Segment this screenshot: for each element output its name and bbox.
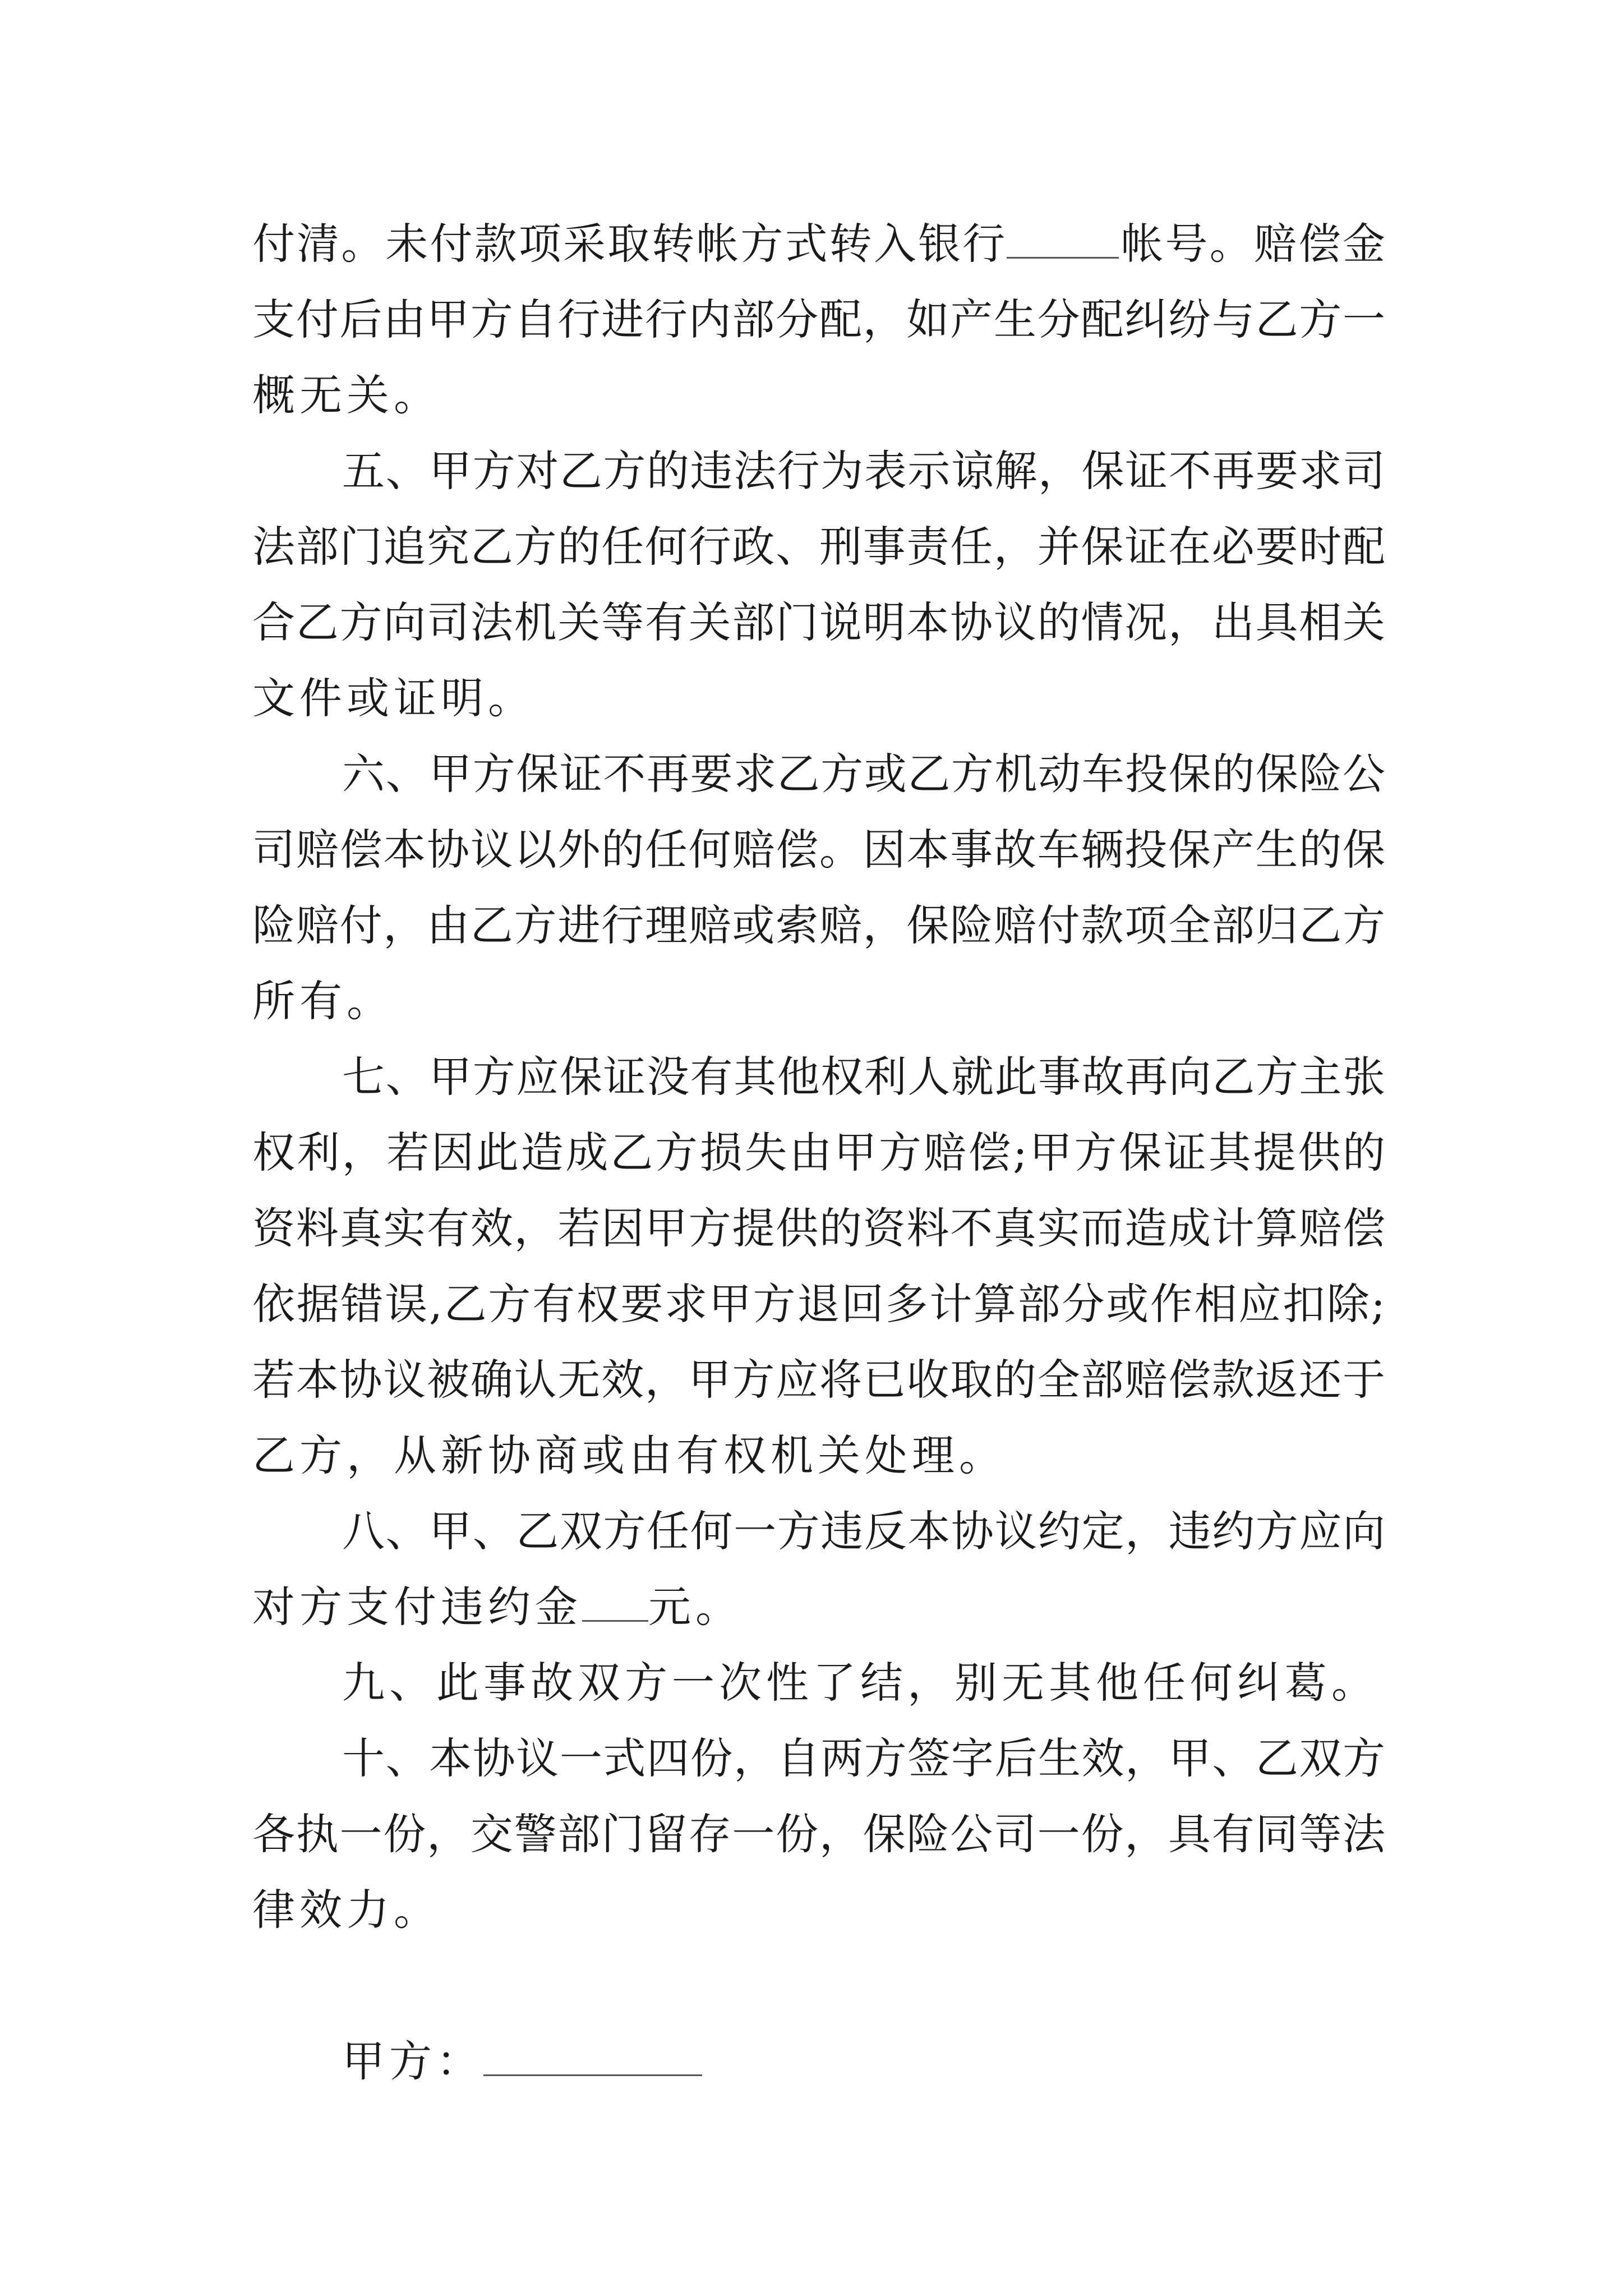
- clause-7-line-5: 若本协议被确认无效，甲方应将已收取的全部赔偿款返还于: [252, 1355, 1385, 1405]
- clause-10-line-3: 律效力。: [252, 1885, 441, 1935]
- clause-6-line-4: 所有。: [252, 976, 394, 1026]
- clause-4-line-1: [252, 216, 1385, 272]
- clause-5-line-2: 法部门追究乙方的任何行政、刑事责任，并保证在必要时配: [252, 522, 1385, 572]
- clause-4-line-3: 概无关。: [252, 370, 441, 420]
- party-a-signature-line: [342, 2033, 702, 2090]
- clause-7-line-2: 权利，若因此造成乙方损失由甲方赔偿;甲方保证其提供的: [252, 1128, 1385, 1177]
- clause-4-line-2: 支付后由甲方自行进行内部分配，如产生分配纠纷与乙方一: [252, 295, 1385, 344]
- clause-6-line-1: 六、甲方保证不再要求乙方或乙方机动车投保的保险公: [342, 749, 1385, 799]
- clause-8-text-before-blank: 对方支付违约金: [252, 1582, 582, 1632]
- party-a-signature-blank: [483, 2035, 702, 2076]
- clause-10-line-1: 十、本协议一式四份，自两方签字后生效，甲、乙双方: [342, 1733, 1385, 1783]
- clause-10-line-2: 各执一份，交警部门留存一份，保险公司一份，具有同等法: [252, 1809, 1385, 1859]
- clause-7-line-6: 乙方，从新协商或由有权机关处理。: [252, 1430, 1006, 1480]
- clause-4-text-after-blank: 帐号。赔偿金: [1119, 219, 1386, 269]
- party-a-label: 甲方：: [342, 2036, 483, 2086]
- penalty-amount-blank: [582, 1581, 648, 1622]
- clause-4-text-before-blank: 付清。未付款项采取转帐方式转入银行: [252, 219, 1007, 269]
- clause-5-line-1: 五、甲方对乙方的违法行为表示谅解，保证不再要求司: [342, 446, 1385, 496]
- clause-7-line-3: 资料真实有效，若因甲方提供的资料不真实而造成计算赔偿: [252, 1203, 1385, 1253]
- clause-6-line-3: 险赔付，由乙方进行理赔或索赔，保险赔付款项全部归乙方: [252, 900, 1385, 950]
- clause-5-line-4: 文件或证明。: [252, 673, 535, 723]
- bank-account-blank: [1007, 218, 1119, 259]
- clause-8-line-2: [252, 1579, 1385, 1635]
- clause-8-text-after-blank: 元。: [648, 1582, 743, 1632]
- clause-5-line-3: 合乙方向司法机关等有关部门说明本协议的情况，出具相关: [252, 597, 1385, 647]
- clause-6-line-2: 司赔偿本协议以外的任何赔偿。因本事故车辆投保产生的保: [252, 825, 1385, 875]
- clause-9-line-1: 九、此事故双方一次性了结，别无其他任何纠葛。: [342, 1658, 1378, 1708]
- clause-8-line-1: 八、甲、乙双方任何一方违反本协议约定，违约方应向: [342, 1506, 1385, 1556]
- clause-7-line-4: 依据错误,乙方有权要求甲方退回多计算部分或作相应扣除;: [252, 1279, 1385, 1329]
- clause-7-line-1: 七、甲方应保证没有其他权利人就此事故再向乙方主张: [342, 1052, 1385, 1102]
